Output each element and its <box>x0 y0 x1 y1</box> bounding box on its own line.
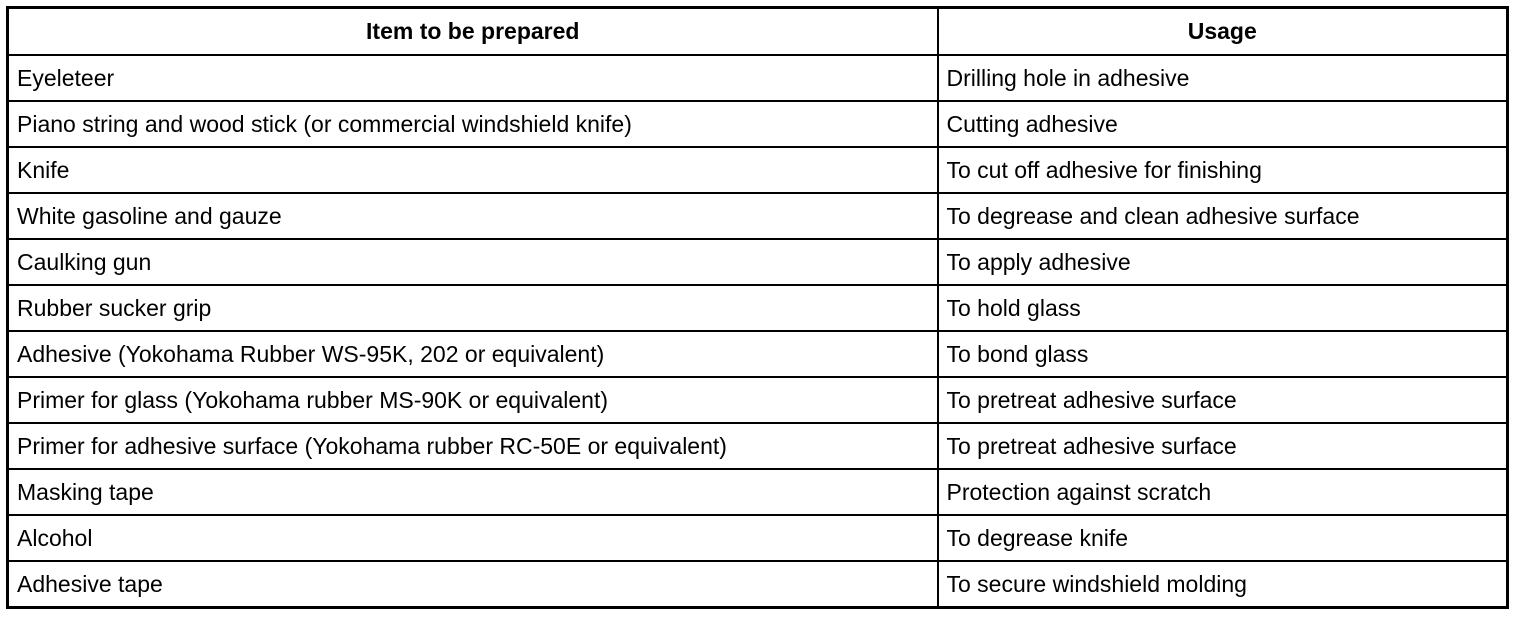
usage-cell: To bond glass <box>938 331 1508 377</box>
usage-cell: To cut off adhesive for finishing <box>938 147 1508 193</box>
usage-cell: To pretreat adhesive surface <box>938 423 1508 469</box>
usage-cell: To degrease knife <box>938 515 1508 561</box>
table-row <box>8 561 1508 608</box>
table-row <box>8 193 1508 239</box>
table-body <box>8 55 1508 608</box>
usage-cell: Cutting adhesive <box>938 101 1508 147</box>
item-cell: Knife <box>8 147 938 193</box>
usage-cell: To degrease and clean adhesive surface <box>938 193 1508 239</box>
table-row <box>8 331 1508 377</box>
column-header-item: Item to be prepared <box>8 8 938 56</box>
table-row <box>8 377 1508 423</box>
item-cell: Masking tape <box>8 469 938 515</box>
item-cell: Rubber sucker grip <box>8 285 938 331</box>
item-cell: Caulking gun <box>8 239 938 285</box>
item-cell: Alcohol <box>8 515 938 561</box>
item-cell: Primer for adhesive surface (Yokohama rubber RC-50E or equivalent) <box>8 423 938 469</box>
usage-cell: Protection against scratch <box>938 469 1508 515</box>
item-cell: Piano string and wood stick (or commercial windshield knife) <box>8 101 938 147</box>
usage-cell: To secure windshield molding <box>938 561 1508 608</box>
usage-cell: To apply adhesive <box>938 239 1508 285</box>
tools-table <box>6 6 1509 609</box>
item-cell: Primer for glass (Yokohama rubber MS-90K or equivalent) <box>8 377 938 423</box>
usage-cell: To hold glass <box>938 285 1508 331</box>
table-row <box>8 469 1508 515</box>
table-row <box>8 423 1508 469</box>
table-row <box>8 239 1508 285</box>
table-row <box>8 55 1508 101</box>
table-row <box>8 101 1508 147</box>
table-row <box>8 515 1508 561</box>
table-header <box>8 8 1508 56</box>
usage-cell: Drilling hole in adhesive <box>938 55 1508 101</box>
table-row <box>8 285 1508 331</box>
item-cell: Adhesive (Yokohama Rubber WS-95K, 202 or equivalent) <box>8 331 938 377</box>
column-header-usage: Usage <box>938 8 1508 56</box>
item-cell: Adhesive tape <box>8 561 938 608</box>
item-cell: Eyeleteer <box>8 55 938 101</box>
item-cell: White gasoline and gauze <box>8 193 938 239</box>
table-row <box>8 147 1508 193</box>
usage-cell: To pretreat adhesive surface <box>938 377 1508 423</box>
header-row <box>8 8 1508 56</box>
